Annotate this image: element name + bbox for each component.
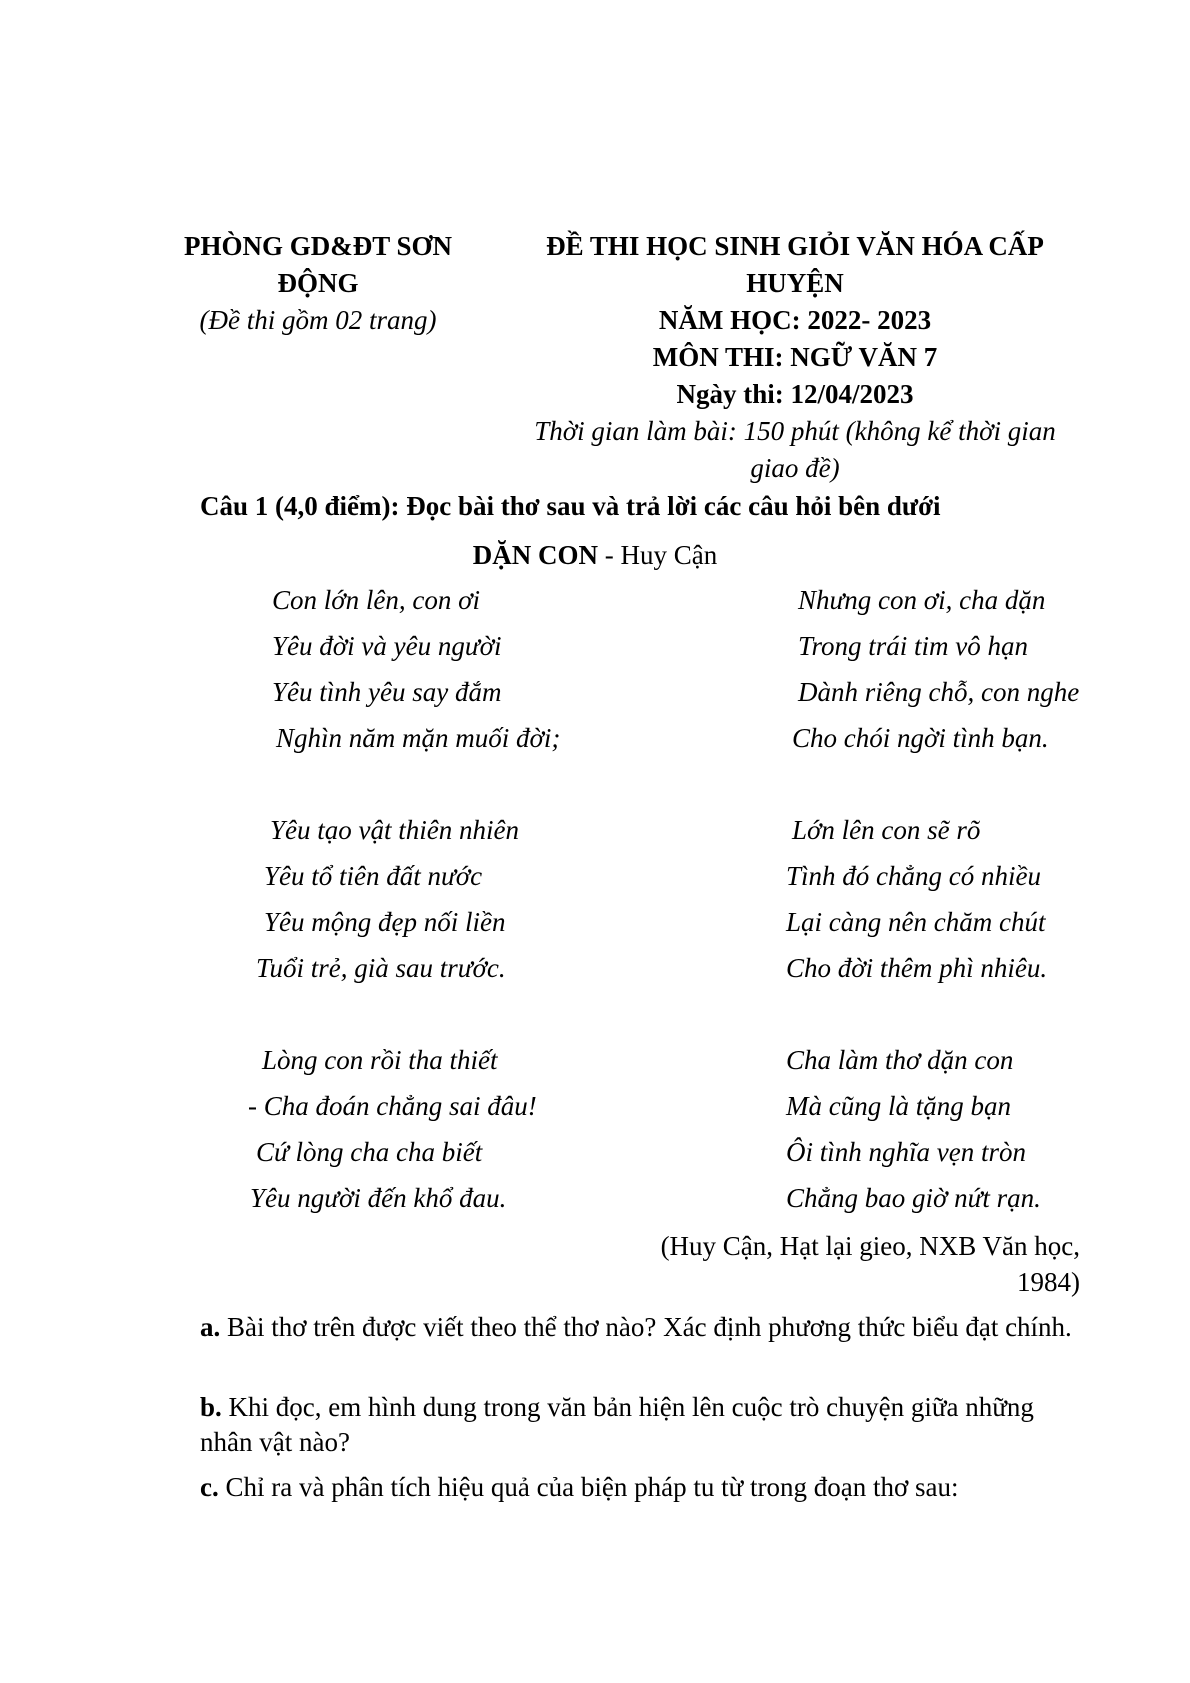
poem-right-verse: Mà cũng là tặng bạn	[786, 1091, 1011, 1121]
poem-source-line2: 1984)	[1017, 1267, 1080, 1297]
time-limit-line1: Thời gian làm bài: 150 phút (không kể thời gian	[534, 416, 1056, 446]
question-b	[200, 1390, 1090, 1460]
header-left	[168, 228, 468, 339]
poem-right-verse: Ôi tình nghĩa vẹn tròn	[786, 1137, 1026, 1167]
question1-heading: Câu 1 (4,0 điểm): Đọc bài thơ sau và trả lời các câu hỏi bên dưới	[200, 491, 941, 521]
poem-title-line	[0, 540, 1190, 571]
poem-right-verse: Tình đó chẳng có nhiều	[786, 861, 1041, 891]
poem-source-line1: (Huy Cận, Hạt lại gieo, NXB Văn học,	[660, 1231, 1080, 1261]
question-text: Khi đọc, em hình dung trong văn bản hiện lên cuộc trò chuyện giữa những nhân vật nào?	[200, 1392, 1034, 1457]
poem-right-verse: Trong trái tim vô hạn	[798, 631, 1029, 661]
department-name-line1: PHÒNG GD&ĐT SƠN	[183, 231, 453, 261]
exam-title-line1: ĐỀ THI HỌC SINH GIỎI VĂN HÓA CẤP	[546, 231, 1044, 261]
time-limit-line2: giao đề)	[750, 453, 840, 483]
poem-left-verse: Yêu mộng đẹp nối liền	[264, 907, 506, 937]
poem-left-verse: Yêu tình yêu say đắm	[272, 677, 502, 707]
department-name-line2: ĐỘNG	[277, 268, 359, 298]
poem-left-verse: Cứ lòng cha cha biết	[256, 1137, 483, 1167]
question-label: b.	[200, 1392, 222, 1422]
poem-left-verse: Con lớn lên, con ơi	[272, 585, 481, 615]
poem-author: - Huy Cận	[598, 540, 718, 570]
exam-subject: MÔN THI: NGỮ VĂN 7	[652, 342, 938, 372]
poem-left-verse: Lòng con rồi tha thiết	[262, 1045, 498, 1075]
poem-right-verse: Chẳng bao giờ nứt rạn.	[786, 1183, 1041, 1213]
poem-right-verse: Lại càng nên chăm chút	[786, 907, 1046, 937]
school-year: NĂM HỌC: 2022- 2023	[658, 305, 932, 335]
question-a	[200, 1310, 1090, 1345]
poem-left-verse: Yêu tổ tiên đất nước	[264, 861, 483, 891]
header-right	[510, 228, 1080, 487]
question-text: Chỉ ra và phân tích hiệu quả của biện pháp tu từ trong đoạn thơ sau:	[218, 1472, 959, 1502]
poem-right-verse: Cho chói ngời tình bạn.	[792, 723, 1049, 753]
question-text: Bài thơ trên được viết theo thể thơ nào? Xác định phương thức biểu đạt chính.	[220, 1312, 1072, 1342]
poem-right-verse: Lớn lên con sẽ rõ	[792, 815, 981, 845]
poem-right-verse: Dành riêng chỗ, con nghe	[798, 677, 1080, 707]
poem-left-verse: Tuổi trẻ, già sau trước.	[256, 953, 506, 983]
exam-title-line2: HUYỆN	[746, 268, 844, 298]
poem-right-verse: Cho đời thêm phì nhiêu.	[786, 953, 1048, 983]
poem-left-verse: Yêu người đến khổ đau.	[250, 1183, 507, 1213]
question-label: c.	[200, 1472, 219, 1502]
poem-left-verse: Yêu đời và yêu người	[272, 631, 502, 661]
poem-left-verse: Nghìn năm mặn muối đời;	[276, 723, 561, 753]
poem-source	[560, 1228, 1080, 1300]
poem-left-verse: - Cha đoán chẳng sai đâu!	[248, 1091, 537, 1121]
poem-right-verse: Cha làm thơ dặn con	[786, 1045, 1014, 1075]
question-label: a.	[200, 1312, 221, 1342]
question-c	[200, 1470, 1090, 1505]
exam-date: Ngày thi: 12/04/2023	[676, 379, 914, 409]
page-count-note: (Đề thi gồm 02 trang)	[199, 305, 437, 335]
poem-left-verse: Yêu tạo vật thiên nhiên	[270, 815, 519, 845]
poem-right-verse: Nhưng con ơi, cha dặn	[798, 585, 1046, 615]
poem-title: DẶN CON	[472, 540, 598, 570]
